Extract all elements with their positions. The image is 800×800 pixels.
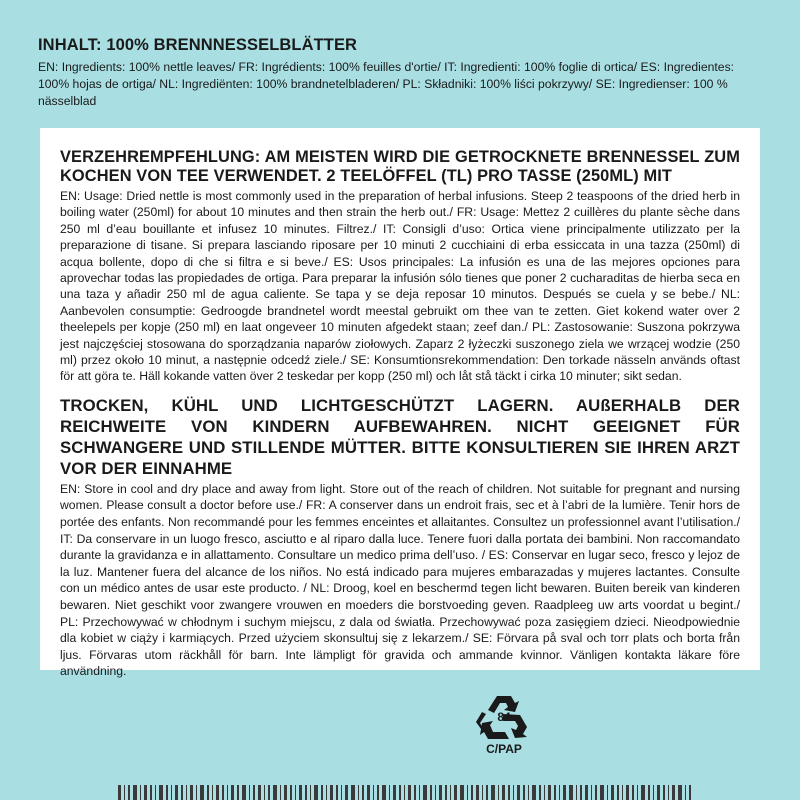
barcode-bar — [190, 785, 193, 800]
barcode-bar — [212, 785, 213, 800]
barcode-bar — [175, 785, 178, 800]
barcode-bar — [299, 785, 302, 800]
usage-text: EN: Usage: Dried nettle is most commonly used in the preparation of herbal infusions. Steep 2 teaspoons of the dried herb in boiling water (250ml) for about 10 minutes and then strain the herb out./ FR: Usage: Mettez 2 cuillères du plante sèche dans 250 ml d’eau bouillante et infusez 10 minutes. Filtrez./ IT: Consigli d’uso: Ortica viene principalmente utilizzato per la preparazione di tisane. Si prepara lasciando riposare per 10 minuti 2 cucchiaini di erba essiccata in una tazza (250ml) di acqua bollente, dopo di che si filtra e si beve./ ES: Usos principales: La infusión es una de las mejores opciones para aprovechar todas las propiedades de ortiga. Para preparar la infusión sólo tienes que poner 2 cucharaditas de hierba seca en una taza y añadir 250 ml de agua caliente. Se tapa y se deja reposar 10 minutos. Después se cuela y se bebe./ NL: Aanbevolen consumptie: Gedroogde brandnetel wordt meestal gebruikt om thee van te zetten. Giet kokend water over 2 theelepels per kopje (250 ml) en laat ongeveer 10 minuten afgedekt staan; zeef dan./ PL: Zastosowanie: Suszona pokrzywa jest najczęściej stosowana do sporządzania naparów ziołowych. Zaparz 2 łyżeczki suszonego ziela we wrzącej wodzie (250 ml) przez około 10 minut, a następnie odcedź ziele./ SE: Konsumtionsrekommendation: Den torkade nässeln används oftast för att göra te. Häll kokande vatten över 2 teskedar per kopp (250 ml) och låt stå täckt i cirka 10 minuter; sikt sedan. — [60, 189, 740, 384]
barcode-bar — [362, 785, 364, 800]
barcode-bar — [242, 785, 246, 800]
barcode-bar — [454, 785, 457, 800]
barcode-bar — [585, 785, 588, 800]
barcode-bar — [150, 785, 152, 800]
storage-text: EN: Store in cool and dry place and away from light. Store out of the reach of children. Not suitable for pregnant and nursing women. Please consult a doctor before use./ FR: A conserver dans un endroit frais, sec et à l’abri de la lumière. Tenir hors de portée des enfants. Non recommandé pour les femmes enceintes et allaitantes. Consultez un professionnel avant l’utilisation./ IT: Da conservare in un luogo fresco, asciutto e al riparo dalla luce. Tenere fuori dalla portata dei bambini. Non raccomandato durante la gravidanza e in allattamento. Consultare un medico prima dell’uso. / ES: Conservar en lugar seco, fresco y lejoz de la luz. Mantener fuera del alcance de los niños. No está indicado para mujeres embarazadas y mujeres lactantes. Consulte con un médico antes de usar este producto. / NL: Droog, koel en beschermd tegen licht bewaren. Buiten bereik van kinderen bewaren. Niet geschikt voor zwangere vrouwen en moeders die borstvoeding geven. Raadpleeg uw arts voordat u begint./ PL: Przechowywać w chłodnym i suchym miejscu, z dala od światła. Przechowywać poza zasięgiem dzieci. Nieodpowiednie dla kobiet w ciąży i karmiących. Przed użyciem skonsultuj się z lekarzem./ SE: Förvara på sval och torr plats och borta från ljus. Förvaras utom räckhåll för barn. Inte lämpligt för gravida och ammande kvinnor. Vänligen kontakta läkare före användning. — [60, 481, 740, 679]
barcode-bar — [351, 785, 355, 800]
barcode-bar — [689, 785, 691, 800]
barcode-bar — [460, 785, 464, 800]
barcode-bar — [539, 785, 541, 800]
barcode-bar — [118, 785, 121, 800]
barcode-bar — [419, 785, 420, 800]
barcode-bar — [284, 785, 287, 800]
barcode-bar — [171, 785, 172, 800]
barcode-bar — [471, 785, 473, 800]
barcode-bar — [159, 785, 163, 800]
barcode-bar — [435, 785, 436, 800]
barcode-bar — [280, 785, 281, 800]
storage-section — [60, 395, 740, 680]
barcode-bar — [408, 785, 411, 800]
barcode-bar — [637, 785, 638, 800]
barcode-bar — [237, 785, 239, 800]
barcode-bar — [345, 785, 348, 800]
barcode-bar — [548, 785, 551, 800]
barcode-bar — [672, 785, 675, 800]
barcode-bar — [563, 785, 566, 800]
barcode-bar — [290, 785, 292, 800]
barcode-bar — [295, 785, 296, 800]
barcode-bar — [227, 785, 228, 800]
barcode-bar — [467, 785, 468, 800]
barcode-bar — [632, 785, 634, 800]
usage-section — [60, 148, 740, 385]
barcode-bar — [439, 785, 442, 800]
barcode-strip — [0, 785, 800, 800]
barcode-bar — [595, 785, 597, 800]
barcode-bar — [626, 785, 629, 800]
barcode-bar — [576, 785, 577, 800]
barcode-bar — [200, 785, 204, 800]
barcode-bar — [678, 785, 682, 800]
barcode-bar — [482, 785, 483, 800]
barcode-bar — [253, 785, 255, 800]
barcode-bar — [423, 785, 427, 800]
barcode-bar — [140, 785, 141, 800]
barcode-bar — [491, 785, 495, 800]
barcode-bar — [186, 785, 187, 800]
barcode-bar — [393, 785, 396, 800]
usage-heading: VERZEHREMPFEHLUNG: AM MEISTEN WIRD DIE GETROCKNETE BRENNESSEL ZUM KOCHEN VON TEE VERWENDET. 2 TEELÖFFEL (TL) PRO TASSE (250ML) MIT — [60, 148, 740, 185]
barcode-bar — [264, 785, 265, 800]
barcode-bar — [336, 785, 338, 800]
barcode-bar — [569, 785, 573, 800]
info-panel — [40, 128, 760, 679]
barcode-bar — [196, 785, 197, 800]
barcode-bar — [622, 785, 623, 800]
barcode-bar — [133, 785, 137, 800]
barcode-bar — [517, 785, 520, 800]
barcode-bar — [231, 785, 234, 800]
barcode-bar — [607, 785, 608, 800]
ingredients-block — [38, 36, 768, 110]
barcode-bar — [382, 785, 386, 800]
barcode-bar — [498, 785, 499, 800]
barcode-bar — [341, 785, 342, 800]
recycling-number: 84 — [497, 710, 511, 724]
barcode-bar — [216, 785, 219, 800]
barcode-bar — [641, 785, 645, 800]
barcode-bar — [181, 785, 183, 800]
barcode-bar — [532, 785, 536, 800]
barcode-bar — [389, 785, 390, 800]
barcode-bar — [310, 785, 311, 800]
barcode-bar — [358, 785, 359, 800]
barcode-bar — [124, 785, 125, 800]
barcode-bar — [326, 785, 327, 800]
barcode-bar — [523, 785, 525, 800]
barcode-bar — [591, 785, 592, 800]
barcode-bar — [486, 785, 488, 800]
barcode-bar — [155, 785, 156, 800]
barcode-bar — [144, 785, 147, 800]
barcode-bar — [653, 785, 654, 800]
barcode-bar — [377, 785, 379, 800]
barcode-bar — [222, 785, 224, 800]
ingredients-text: EN: Ingredients: 100% nettle leaves/ FR: Ingrédients: 100% feuilles d'ortie/ IT: Ingredienti: 100% foglie di ortica/ ES: Ingredientes: 100% hojas de ortiga/ NL: Ingrediënten: 100% brandnetelbladeren/ PL: Składniki: 100% liści pokrzywy/ SE: Ingredienser: 100 % nässelblad — [38, 60, 735, 108]
barcode-bar — [305, 785, 307, 800]
barcode-bar — [430, 785, 432, 800]
barcode-bar — [508, 785, 510, 800]
barcode-bar — [611, 785, 614, 800]
recycling-code: C/PAP — [486, 742, 522, 756]
storage-heading: TROCKEN, KÜHL UND LICHTGESCHÜTZT LAGERN. AUßERHALB DER REICHWEITE VON KINDERN AUFBEWAHREN. NICHT GEEIGNET FÜR SCHWANGERE UND STILLENDE MÜTTER. BITTE KONSULTIEREN SIE IHREN ARZT VOR DER EINNAHME — [60, 395, 740, 478]
barcode-bar — [399, 785, 401, 800]
barcode-bar — [258, 785, 261, 800]
barcode-bar — [600, 785, 604, 800]
barcode-bar — [445, 785, 447, 800]
barcode-bar — [580, 785, 582, 800]
barcode-bar — [685, 785, 686, 800]
recycling-symbol — [473, 692, 535, 766]
barcode-bar — [513, 785, 514, 800]
barcode-bar — [559, 785, 560, 800]
barcode-bar — [450, 785, 451, 800]
barcode-bar — [373, 785, 374, 800]
barcode-bar — [502, 785, 505, 800]
barcode-bar — [476, 785, 479, 800]
barcode-bar — [273, 785, 277, 800]
barcode-bar — [414, 785, 416, 800]
barcode-bar — [663, 785, 665, 800]
barcode-bar — [367, 785, 370, 800]
barcode-bar — [544, 785, 545, 800]
barcode-bar — [207, 785, 209, 800]
barcode-bar — [268, 785, 270, 800]
barcode-bar — [617, 785, 619, 800]
barcode-bar — [528, 785, 529, 800]
barcode-bar — [166, 785, 168, 800]
barcode-bar — [321, 785, 323, 800]
barcode-bar — [657, 785, 660, 800]
barcode-bar — [668, 785, 669, 800]
ingredients-title: INHALT: 100% BRENNNESSELBLÄTTER — [38, 36, 358, 54]
barcode-bar — [648, 785, 650, 800]
barcode-bar — [404, 785, 405, 800]
barcode-bar — [128, 785, 130, 800]
barcode-bar — [554, 785, 556, 800]
barcode-bar — [249, 785, 250, 800]
barcode-bar — [330, 785, 333, 800]
barcode-bar — [314, 785, 318, 800]
